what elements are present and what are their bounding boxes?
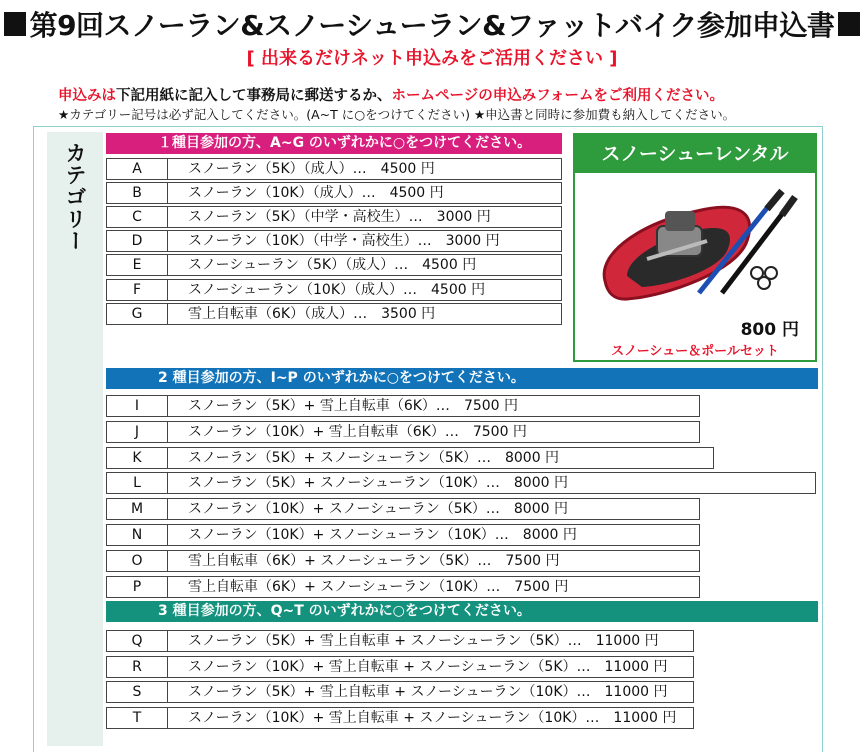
category-code[interactable]: B (107, 183, 168, 203)
category-description (168, 280, 485, 301)
event-description: スノーラン（5K）+ 雪上自転車 + スノーシューラン（5K）… (188, 632, 582, 649)
category-row-n[interactable] (106, 524, 700, 546)
category-row-b[interactable] (106, 182, 562, 204)
entry-fee: 11000 円 (604, 658, 668, 675)
entry-fee: 11000 円 (613, 709, 677, 726)
category-row-t[interactable] (106, 707, 694, 729)
category-code[interactable]: T (107, 708, 168, 728)
title-text: 第9回スノーラン&スノーシューラン&ファットバイク参加申込書 (29, 9, 835, 42)
category-code[interactable]: A (107, 159, 168, 179)
category-row-q[interactable] (106, 630, 694, 652)
entry-fee: 8000 円 (504, 449, 560, 466)
event-description: スノーラン（5K）+ スノーシューラン（10K）… (188, 474, 500, 491)
category-description (168, 396, 518, 417)
category-row-o[interactable] (106, 550, 700, 572)
category-description (168, 499, 568, 520)
category-row-k[interactable] (106, 447, 714, 469)
black-square-right (838, 12, 860, 36)
section-3-header: 3 種目参加の方、Q~T のいずれかに○をつけてください。 (106, 601, 818, 622)
category-row-d[interactable] (106, 230, 562, 252)
category-code[interactable]: O (107, 551, 168, 571)
category-description (168, 525, 577, 546)
category-description (168, 682, 668, 703)
entry-fee: 4500 円 (380, 160, 435, 177)
category-label: カテゴリー (63, 142, 87, 252)
category-description (168, 577, 568, 598)
entry-fee: 3500 円 (381, 305, 436, 322)
category-row-j[interactable] (106, 421, 700, 443)
entry-fee: 4500 円 (422, 256, 477, 273)
entry-fee: 11000 円 (595, 632, 659, 649)
category-code[interactable]: P (107, 577, 168, 597)
application-note (58, 84, 724, 105)
category-row-l[interactable] (106, 472, 816, 494)
entry-fee: 7500 円 (514, 578, 569, 595)
event-description: スノーラン（10K）+ 雪上自転車（6K）… (188, 423, 459, 440)
event-description: スノーラン（10K）+ 雪上自転車 + スノーシューラン（10K）… (188, 709, 600, 726)
category-row-c[interactable] (106, 206, 562, 228)
entry-fee: 7500 円 (463, 397, 519, 414)
event-description: スノーラン（10K）（中学・高校生）… (188, 232, 432, 249)
event-description: スノーラン（10K）+ スノーシューラン（5K）… (188, 500, 500, 517)
category-row-g[interactable] (106, 303, 562, 325)
category-code[interactable]: D (107, 231, 168, 251)
category-description (168, 183, 444, 204)
category-code[interactable]: J (107, 422, 168, 442)
category-row-p[interactable] (106, 576, 700, 598)
category-code[interactable]: F (107, 280, 168, 300)
category-code[interactable]: G (107, 304, 168, 324)
category-code[interactable]: K (107, 448, 168, 468)
category-description (168, 207, 491, 228)
event-description: 雪上自転車（6K）+ スノーシューラン（10K）… (188, 578, 501, 595)
entry-fee: 7500 円 (505, 552, 560, 569)
category-code[interactable]: R (107, 657, 168, 677)
category-description (168, 657, 668, 678)
entry-fee: 8000 円 (522, 526, 577, 543)
category-code[interactable]: S (107, 682, 168, 702)
category-row-s[interactable] (106, 681, 694, 703)
entry-fee: 3000 円 (445, 232, 500, 249)
entry-fee: 8000 円 (513, 500, 568, 517)
entry-fee: 3000 円 (436, 208, 491, 225)
category-code[interactable]: Q (107, 631, 168, 651)
category-description (168, 304, 435, 325)
entry-fee: 11000 円 (604, 683, 668, 700)
subtitle: [ 出来るだけネット申込みをご活用ください ] (246, 48, 618, 69)
category-description (168, 422, 527, 443)
category-description (168, 551, 559, 572)
snowshoe-photo (587, 181, 803, 311)
category-description (168, 708, 676, 729)
event-description: スノーラン（5K）+ スノーシューラン（5K）… (188, 449, 491, 466)
entry-fee: 4500 円 (389, 184, 444, 201)
category-row-m[interactable] (106, 498, 700, 520)
category-row-a[interactable] (106, 158, 562, 180)
category-row-e[interactable] (106, 254, 562, 276)
category-description (168, 473, 568, 494)
category-description (168, 255, 476, 276)
event-description: スノーシューラン（5K）（成人）… (188, 256, 409, 273)
category-code[interactable]: N (107, 525, 168, 545)
section-1-header: １種目参加の方、A~G のいずれかに○をつけてください。 (106, 133, 562, 154)
rental-price: 800 円 (740, 320, 799, 340)
event-description: 雪上自転車（6K）+ スノーシューラン（5K）… (188, 552, 492, 569)
entry-fee: 8000 円 (513, 474, 568, 491)
entry-fee: 4500 円 (431, 281, 486, 298)
black-square-left (4, 12, 26, 36)
note-part-3: ホームページの申込みフォームをご利用ください。 (391, 88, 724, 104)
category-row-i[interactable] (106, 395, 700, 417)
category-description (168, 448, 559, 469)
event-description: 雪上自転車（6K）（成人）… (188, 305, 368, 322)
category-code[interactable]: E (107, 255, 168, 275)
event-description: スノーラン（10K）+ スノーシューラン（10K）… (188, 526, 509, 543)
rental-caption: スノーシュー＆ポールセット (611, 344, 779, 359)
category-row-r[interactable] (106, 656, 694, 678)
event-description: スノーラン（5K）（成人）… (188, 160, 367, 177)
event-description: スノーラン（10K）+ 雪上自転車 + スノーシューラン（5K）… (188, 658, 591, 675)
event-description: スノーラン（5K）（中学・高校生）… (188, 208, 423, 225)
category-description (168, 631, 659, 652)
category-code[interactable]: I (107, 396, 168, 416)
category-code[interactable]: C (107, 207, 168, 227)
category-description (168, 159, 435, 180)
event-description: スノーシューラン（10K）（成人）… (188, 281, 418, 298)
event-description: スノーラン（5K）+ 雪上自転車（6K）… (188, 397, 450, 414)
category-code[interactable]: M (107, 499, 168, 519)
event-description: スノーラン（10K）（成人）… (188, 184, 376, 201)
section-2-header: 2 種目参加の方、I~P のいずれかに○をつけてください。 (106, 368, 818, 389)
rental-header: スノーシューレンタル (575, 135, 815, 173)
entry-fee: 7500 円 (472, 423, 527, 440)
note-part-2: 下記用紙に記入して事務局に郵送するか、 (116, 88, 392, 104)
category-row-f[interactable] (106, 279, 562, 301)
category-description (168, 231, 500, 252)
category-code[interactable]: L (107, 473, 168, 493)
category-instruction: ★カテゴリー記号は必ず記入してください。(A~T に○をつけてください) ★申込書と同時に参加費も納入してください。 (58, 107, 736, 122)
form-title (0, 6, 864, 42)
rental-box (573, 133, 817, 362)
note-part-1: 申込みは (58, 88, 116, 104)
event-description: スノーラン（5K）+ 雪上自転車 + スノーシューラン（10K）… (188, 683, 591, 700)
